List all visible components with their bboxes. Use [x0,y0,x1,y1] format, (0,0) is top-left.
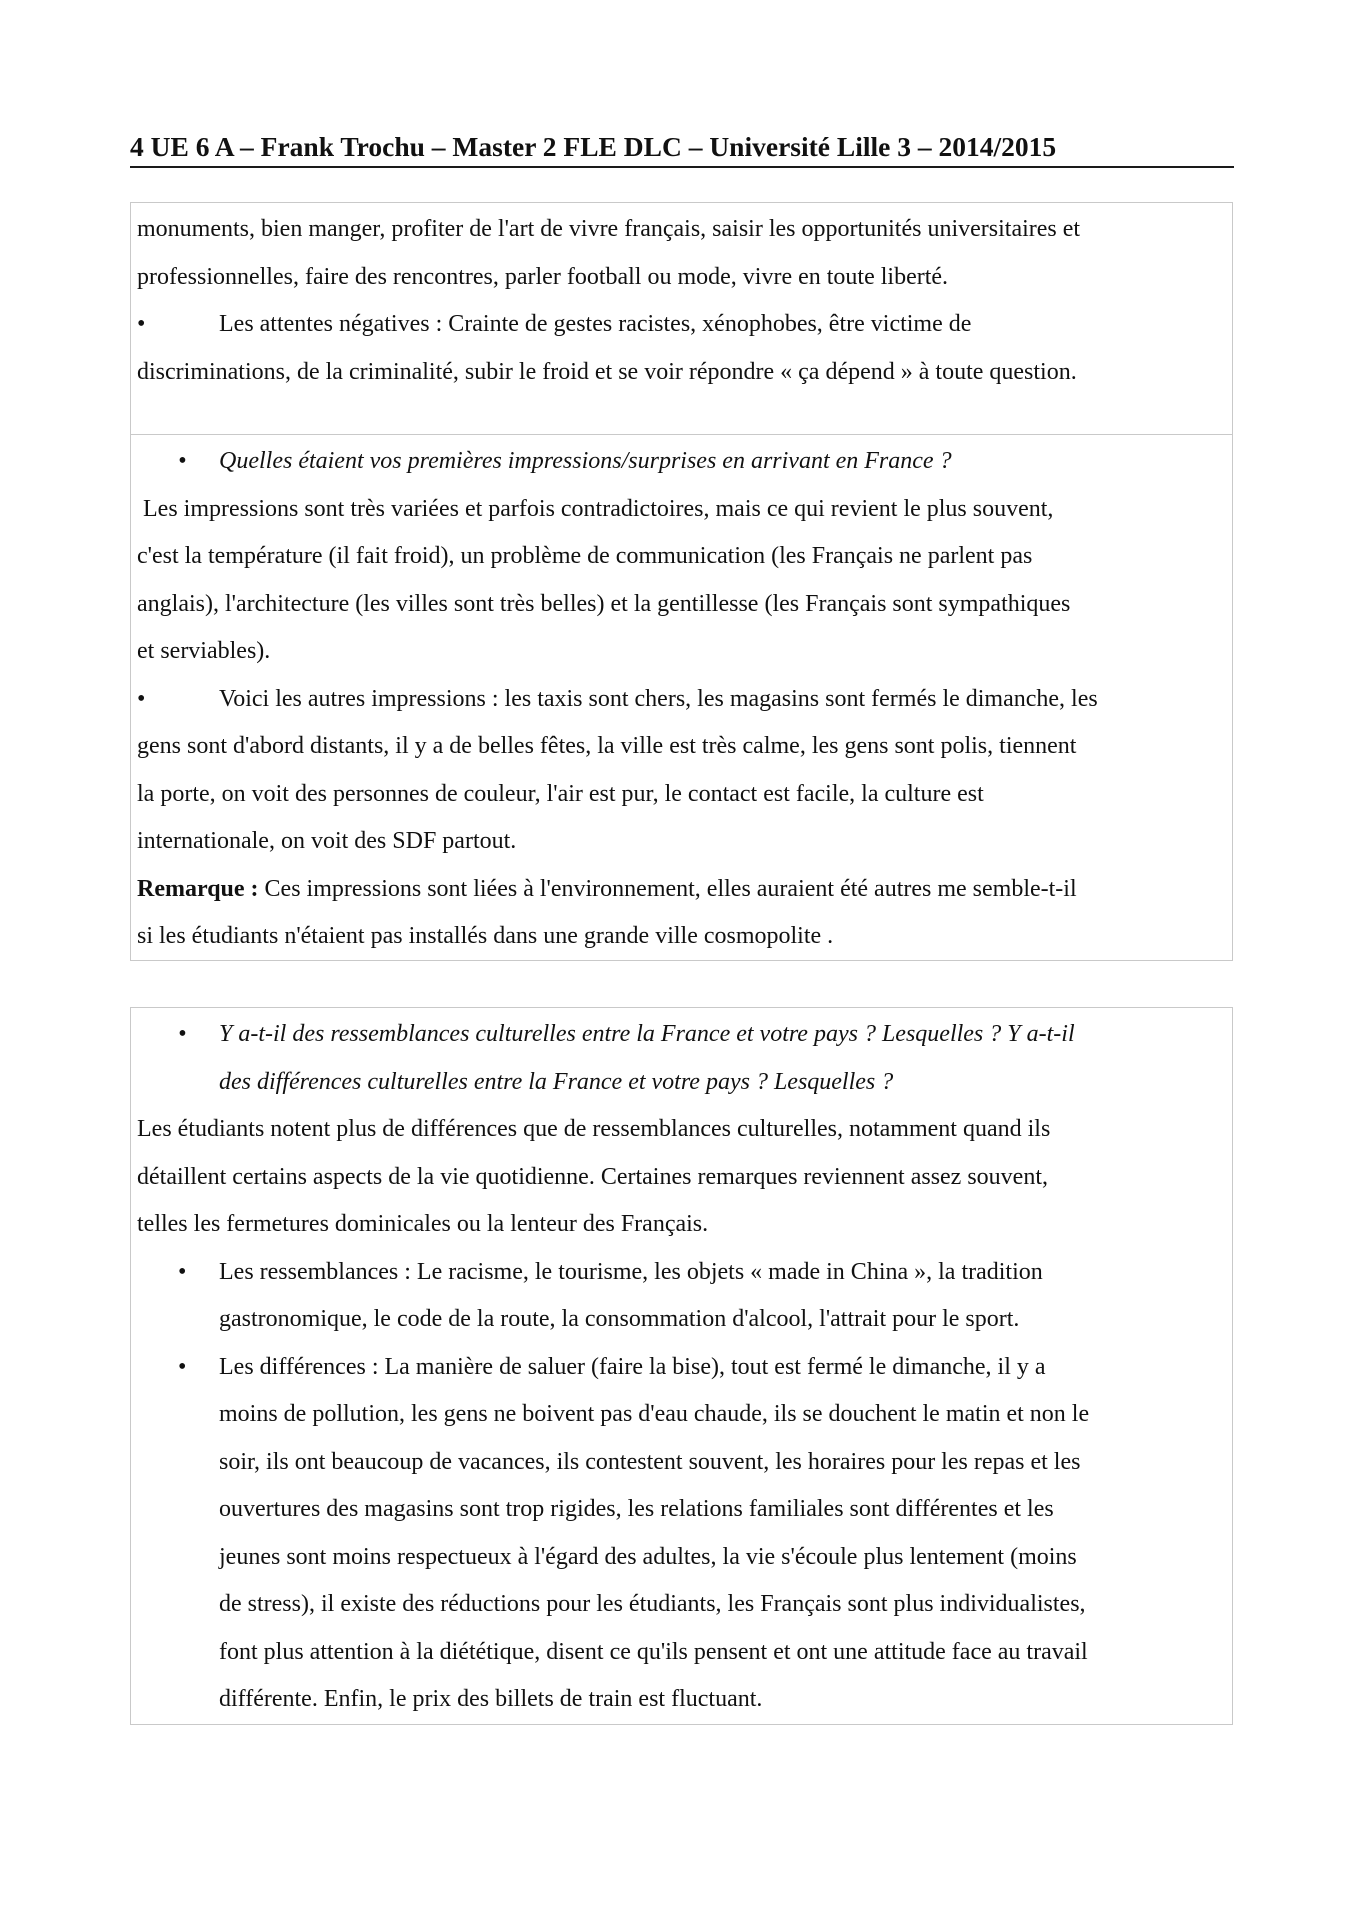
bullet-item-differences [131,1344,1232,1392]
bullet-item-other-impressions [131,676,1232,724]
text-line: internationale, on voit des SDF partout. [137,828,517,854]
text-line: c'est la température (il fait froid), un problème de communication (les Français ne parlent pas [137,543,1033,569]
text-line: gens sont d'abord distants, il y a de belles fêtes, la ville est très calme, les gens sont polis, tiennent [137,733,1077,759]
text-box-impressions [130,434,1233,961]
text-line: Les différences : La manière de saluer (faire la bise), tout est fermé le dimanche, il y a [219,1353,1046,1380]
question-impressions [131,438,1232,486]
question-cultural [131,1011,1232,1059]
text-line: telles les fermetures dominicales ou la lenteur des Français. [137,1211,709,1237]
text-line: soir, ils ont beaucoup de vacances, ils contestent souvent, les horaires pour les repas et les [219,1448,1081,1475]
remark-line [131,866,1232,914]
text-line: font plus attention à la diététique, disent ce qu'ils pensent et ont une attitude face au travail [219,1638,1088,1665]
text-line: de stress), il existe des réductions pour les étudiants, les Français sont plus individualistes, [219,1591,1086,1617]
bullet: • [137,311,146,337]
text-line: professionnelles, faire des rencontres, parler football ou mode, vivre en toute liberté. [137,263,949,290]
bullet: • [178,448,187,474]
text-line: ouvertures des magasins sont trop rigides, les relations familiales sont différentes et les [219,1496,1054,1522]
bullet: • [137,685,146,712]
text-line: gastronomique, le code de la route, la consommation d'alcool, l'attrait pour le sport. [219,1306,1020,1332]
text-line: Voici les autres impressions : les taxis sont chers, les magasins sont fermés le dimanche, les [219,685,1098,712]
page-header: 4 UE 6 A – Frank Trochu – Master 2 FLE DLC – Université Lille 3 – 2014/2015 [130,131,1057,162]
question-cultural-cont: des différences culturelles entre la France et votre pays ? Lesquelles ? [219,1068,894,1095]
text-line: et serviables). [137,638,271,664]
text-line: monuments, bien manger, profiter de l'art de vivre français, saisir les opportunités universitaires et [137,216,1081,242]
text-line: discriminations, de la criminalité, subir le froid et se voir répondre « ça dépend » à toute question. [137,358,1077,385]
text-line: si les étudiants n'étaient pas installés dans une grande ville cosmopolite . [137,923,834,949]
text-line: Les ressemblances : Le racisme, le tourisme, les objets « made in China », la tradition [219,1258,1043,1285]
text-line: jeunes sont moins respectueux à l'égard des adultes, la vie s'écoule plus lentement (moins [219,1543,1077,1570]
text-line: Les attentes négatives : Crainte de gestes racistes, xénophobes, être victime de [219,311,972,337]
header-rule [130,166,1234,168]
text-line: anglais), l'architecture (les villes sont très belles) et la gentillesse (les Français sont sympathiques [137,590,1071,617]
remark-label: Remarque : [137,875,259,902]
text-box-cultural-comparison [130,1007,1233,1725]
question-text: Y a-t-il des ressemblances culturelles entre la France et votre pays ? Lesquelles ? Y a-t-il [219,1021,1075,1047]
text-line: moins de pollution, les gens ne boivent pas d'eau chaude, ils se douchent le matin et non le [219,1401,1090,1427]
text-box-expectations [130,202,1233,435]
bullet-item-resemblances [131,1249,1232,1297]
text-line: détaillent certains aspects de la vie quotidienne. Certaines remarques reviennent assez souvent, [137,1163,1048,1190]
bullet: • [178,1353,187,1380]
bullet: • [178,1021,187,1047]
text-line: Les étudiants notent plus de différences que de ressemblances culturelles, notamment quand ils [137,1116,1051,1142]
bullet-item-negative-expectations [131,301,1232,349]
remark-text: Ces impressions sont liées à l'environnement, elles auraient été autres me semble-t-il [258,875,1077,902]
text-line: différente. Enfin, le prix des billets de train est fluctuant. [219,1686,763,1712]
bullet: • [178,1258,187,1285]
text-line: la porte, on voit des personnes de couleur, l'air est pur, le contact est facile, la culture est [137,780,984,807]
question-text: Quelles étaient vos premières impressions/surprises en arrivant en France ? [219,448,952,474]
text-line: Les impressions sont très variées et parfois contradictoires, mais ce qui revient le plus souvent, [143,495,1054,522]
